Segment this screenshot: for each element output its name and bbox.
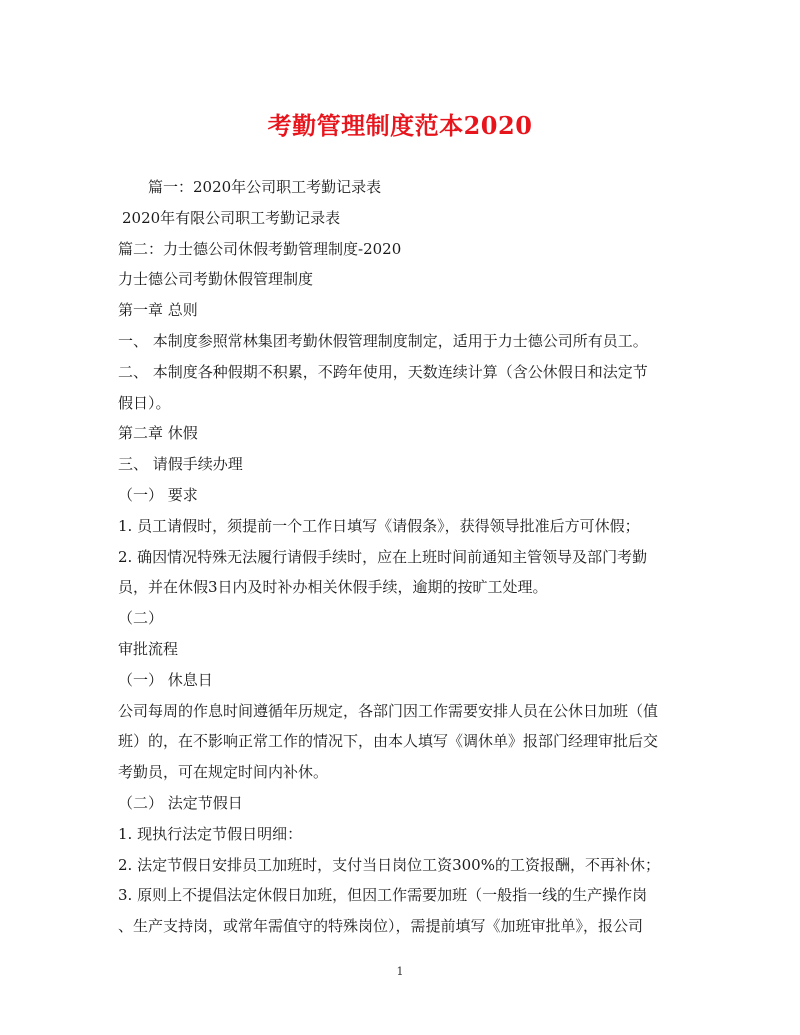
text-line: 2020年有限公司职工考勤记录表: [122, 208, 341, 227]
text-line: 1. 现执行法定节假日明细：: [118, 824, 303, 843]
text-line: （一） 休息日: [118, 670, 213, 689]
text-line: 审批流程: [118, 639, 179, 658]
text-line: 公司每周的作息时间遵循年历规定，各部门因工作需要安排人员在公休日加班（值: [118, 701, 659, 720]
text-line: 假日）。: [118, 393, 171, 412]
text-line: 班）的，在不影响正常工作的情况下，由本人填写《调休单》报部门经理审批后交: [118, 732, 659, 751]
document-body: [118, 172, 686, 942]
text-line: 员，并在休假3日内及时补办相关休假手续，逾期的按旷工处理。: [118, 578, 548, 597]
text-line: 篇一：2020年公司职工考勤记录表: [148, 178, 382, 196]
text-line: 篇二：力士德公司休假考勤管理制度-2020: [118, 239, 402, 258]
text-line: （二）: [118, 609, 164, 628]
document-title: 考勤管理制度范本2020: [267, 111, 533, 140]
text-line: 考勤员，可在规定时间内补休。: [118, 763, 329, 782]
text-line: 一、 本制度参照常林集团考勤休假管理制度制定，适用于力士德公司所有员工。: [118, 331, 648, 350]
text-line: 3. 原则上不提倡法定休假日加班，但因工作需要加班（一般指一线的生产操作岗: [118, 886, 648, 905]
text-line: 力士德公司考勤休假管理制度: [118, 270, 314, 289]
text-line: （一） 要求: [118, 485, 198, 504]
text-line: 第二章 休假: [118, 424, 198, 443]
text-line: 第一章 总则: [118, 301, 198, 320]
text-line: 2. 确因情况特殊无法履行请假手续时，应在上班时间前通知主管领导及部门考勤: [118, 547, 648, 566]
text-line: 三、 请假手续办理: [118, 455, 243, 474]
text-line: 二、 本制度各种假期不积累，不跨年使用，天数连续计算（含公休假日和法定节: [118, 362, 648, 381]
text-line: 、生产支持岗，或常年需值守的特殊岗位），需提前填写《加班审批单》，报公司: [118, 917, 644, 936]
text-line: （二） 法定节假日: [118, 793, 243, 812]
text-line: 2. 法定节假日安排员工加班时，支付当日岗位工资300%的工资报酬，不再补休；: [118, 855, 660, 874]
page-number: 1: [396, 965, 404, 978]
text-line: 1. 员工请假时，须提前一个工作日填写《请假条》，获得领导批准后方可休假；: [118, 516, 640, 535]
